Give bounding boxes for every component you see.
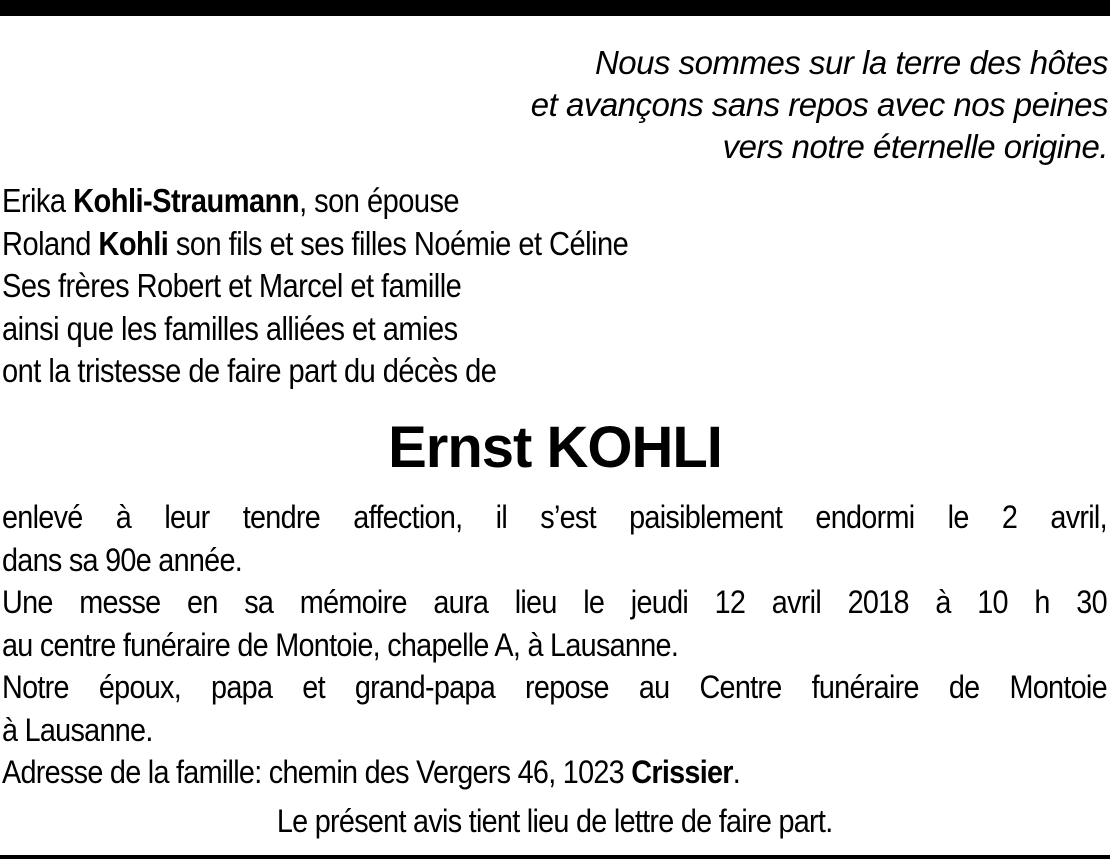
family-address: Adresse de la famille: chemin des Vergers 46, 1023 Crissier. <box>2 754 741 790</box>
family-line-brothers: Ses frères Robert et Marcel et famille <box>2 267 462 304</box>
bottom-border-rule <box>0 855 1110 859</box>
family-line-spouse: Erika Kohli-Straumann, son épouse <box>2 182 460 219</box>
body-paragraph-1-line-2: dans sa 90e année. <box>2 541 243 578</box>
address-town: Crissier <box>631 754 733 790</box>
family-line-allies: ainsi que les familles alliées et amies <box>2 309 458 347</box>
poem-line-2: et avançons sans repos avec nos peines <box>530 86 1108 123</box>
body-paragraph-3-line-2: à Lausanne. <box>2 711 153 748</box>
obituary-body <box>2 496 1108 794</box>
spouse-name: Kohli-Straumann <box>73 182 300 219</box>
body-paragraph-1-line-1: enlevé à leur tendre affection, il s’est paisiblement endormi le 2 avril, <box>2 499 1107 535</box>
body-paragraph-2-line-2: au centre funéraire de Montoie, chapelle A, à Lausanne. <box>2 626 679 663</box>
top-border-rule <box>0 0 1110 16</box>
son-surname: Kohli <box>98 224 169 262</box>
body-paragraph-2-line-1: Une messe en sa mémoire aura lieu le jeudi 12 avril 2018 à 10 h 30 <box>2 584 1107 620</box>
closing-note <box>0 800 1110 842</box>
poem-line-1: Nous sommes sur la terre des hôtes <box>594 44 1108 81</box>
family-line-son: Roland Kohli son fils et ses filles Noémie et Céline <box>2 224 629 262</box>
deceased-name: Ernst KOHLI <box>388 415 722 480</box>
family-announcement <box>2 180 628 393</box>
epigraph-poem <box>531 42 1108 168</box>
poem-line-3: vers notre éternelle origine. <box>722 128 1108 165</box>
body-paragraph-3-line-1: Notre époux, papa et grand-papa repose au Centre funéraire de Montoie <box>2 669 1107 705</box>
closing-text: Le présent avis tient lieu de lettre de faire part. <box>277 803 833 839</box>
family-line-announcement: ont la tristesse de faire part du décès de <box>2 352 497 389</box>
